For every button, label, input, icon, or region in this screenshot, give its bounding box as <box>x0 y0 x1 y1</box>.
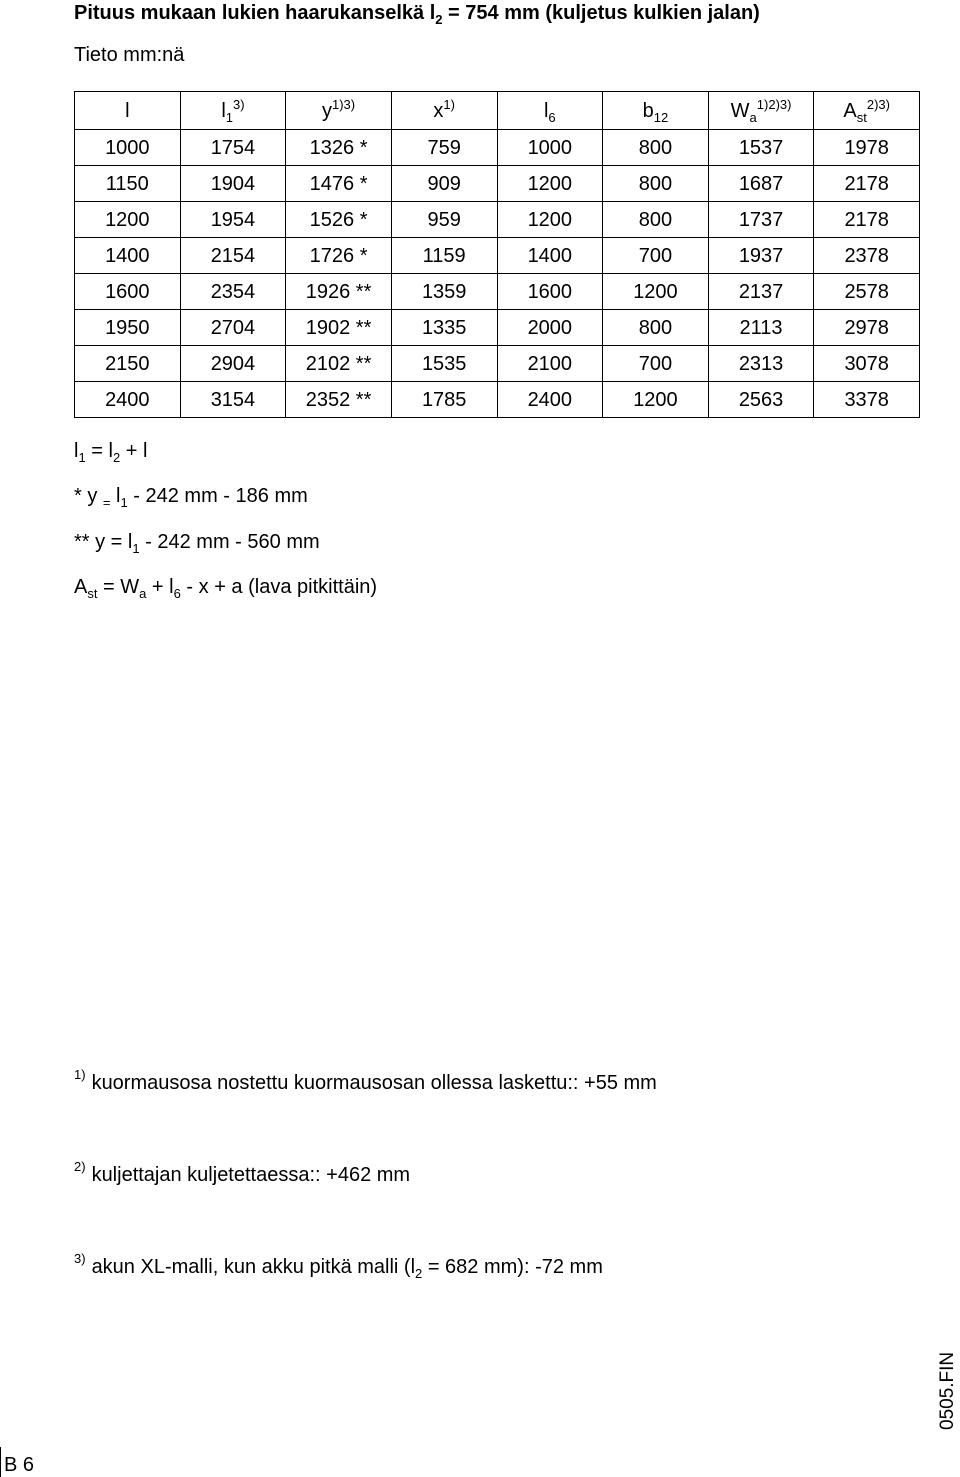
table-cell: 2150 <box>75 346 181 382</box>
formula-ast: $A_{st} = W_a + l_6 - x + a$ (lava pitkittäin) <box>74 576 378 601</box>
column-header: $b_{12}$ <box>603 92 709 130</box>
table-cell: 1600 <box>497 274 603 310</box>
table-cell: 1526 * <box>286 202 392 238</box>
table-cell: 2178 <box>814 202 920 238</box>
table-cell: 1150 <box>75 166 181 202</box>
table-cell: 1902 ** <box>286 310 392 346</box>
table-cell: 1400 <box>75 238 181 274</box>
table-cell: 1978 <box>814 130 920 166</box>
table-cell: 1200 <box>603 274 709 310</box>
table-cell: 1687 <box>708 166 814 202</box>
table-row <box>75 238 920 274</box>
table-cell: 909 <box>391 166 497 202</box>
table-cell: 1359 <box>391 274 497 310</box>
table-cell: 2313 <box>708 346 814 382</box>
table-cell: 1926 ** <box>286 274 392 310</box>
footnote-2: $^{2)}$ kuljettajan kuljetettaessa:: +462 mm <box>74 1159 411 1186</box>
table-cell: 1000 <box>75 130 181 166</box>
table-cell: 2578 <box>814 274 920 310</box>
table-cell: 2000 <box>497 310 603 346</box>
table-cell: 2378 <box>814 238 920 274</box>
table-cell: 1326 * <box>286 130 392 166</box>
column-header: $l_1^{3)}$ <box>180 92 286 130</box>
footnote-1: $^{1)}$ kuormausosa nostettu kuormausosan ollessa laskettu:: +55 mm <box>74 1067 657 1094</box>
table-cell: 1950 <box>75 310 181 346</box>
table-row <box>75 130 920 166</box>
table-cell: 2102 ** <box>286 346 392 382</box>
column-header: l <box>75 92 181 130</box>
table-row <box>75 346 920 382</box>
table-cell: 2354 <box>180 274 286 310</box>
table-cell: 1400 <box>497 238 603 274</box>
table-cell: 800 <box>603 130 709 166</box>
table-cell: 1737 <box>708 202 814 238</box>
table-cell: 2137 <box>708 274 814 310</box>
table-cell: 959 <box>391 202 497 238</box>
table-cell: 1200 <box>497 202 603 238</box>
column-header: $W_a^{1)2)3)}$ <box>708 92 814 130</box>
footnotes <box>74 1067 657 1281</box>
table-row <box>75 274 920 310</box>
table-cell: 3154 <box>180 382 286 418</box>
table-cell: 2352 ** <box>286 382 392 418</box>
formula-l1: $l_1 = l_2 + l$ <box>74 440 148 465</box>
table-cell: 1476 * <box>286 166 392 202</box>
table-row <box>75 382 920 418</box>
table-cell: 800 <box>603 166 709 202</box>
table-cell: 1537 <box>708 130 814 166</box>
column-header: $l_6$ <box>497 92 603 130</box>
table-cell: 700 <box>603 346 709 382</box>
column-header: $x^{1)}$ <box>391 92 497 130</box>
table-cell: 2113 <box>708 310 814 346</box>
table-cell: 1200 <box>603 382 709 418</box>
table-cell: 800 <box>603 310 709 346</box>
dimensions-table <box>74 91 920 418</box>
column-header: $A_{st}^{2)3)}$ <box>814 92 920 130</box>
table-cell: 2904 <box>180 346 286 382</box>
table-row <box>75 166 920 202</box>
table-cell: 1200 <box>497 166 603 202</box>
table-cell: 2100 <box>497 346 603 382</box>
table-cell: 1954 <box>180 202 286 238</box>
table-cell: 2400 <box>75 382 181 418</box>
table-cell: 800 <box>603 202 709 238</box>
formula-y-single: * y $_=$ $l_1 - 242$ mm - 186 mm <box>74 485 308 510</box>
table-cell: 2400 <box>497 382 603 418</box>
table-cell: 700 <box>603 238 709 274</box>
table-cell: 1200 <box>75 202 181 238</box>
table-cell: 1159 <box>391 238 497 274</box>
table-cell: 1937 <box>708 238 814 274</box>
table-body <box>75 130 920 418</box>
table-cell: 1754 <box>180 130 286 166</box>
document-code: 0505.FIN <box>937 1351 958 1430</box>
table-cell: 2978 <box>814 310 920 346</box>
table-header-row <box>75 92 920 130</box>
table-cell: 2154 <box>180 238 286 274</box>
table-cell: 2704 <box>180 310 286 346</box>
table-row <box>75 202 920 238</box>
footnote-3: $^{3)}$ akun XL-malli, kun akku pitkä malli ($l_2 = 682$ mm): -72 mm <box>74 1251 603 1281</box>
table-cell: 1535 <box>391 346 497 382</box>
table-cell: 1785 <box>391 382 497 418</box>
table-cell: 1726 * <box>286 238 392 274</box>
table-cell: 1335 <box>391 310 497 346</box>
table-cell: 1600 <box>75 274 181 310</box>
table-cell: 1000 <box>497 130 603 166</box>
page-title: Pituus mukaan lukien haarukanselkä $l_2 = 754$ mm (kuljetus kulkien jalan) <box>74 2 760 27</box>
page-number: B 6 <box>4 1454 35 1476</box>
table-cell: 2178 <box>814 166 920 202</box>
table-cell: 3078 <box>814 346 920 382</box>
table-cell: 3378 <box>814 382 920 418</box>
formula-y-double: ** $y = l_1 - 242$ mm - 560 mm <box>74 531 320 556</box>
table-cell: 1904 <box>180 166 286 202</box>
page-divider <box>0 1447 1 1477</box>
table-cell: 2563 <box>708 382 814 418</box>
column-header: $y^{1)3)}$ <box>286 92 392 130</box>
table-cell: 759 <box>391 130 497 166</box>
units-note: Tieto mm:nä <box>74 44 185 66</box>
table-row <box>75 310 920 346</box>
